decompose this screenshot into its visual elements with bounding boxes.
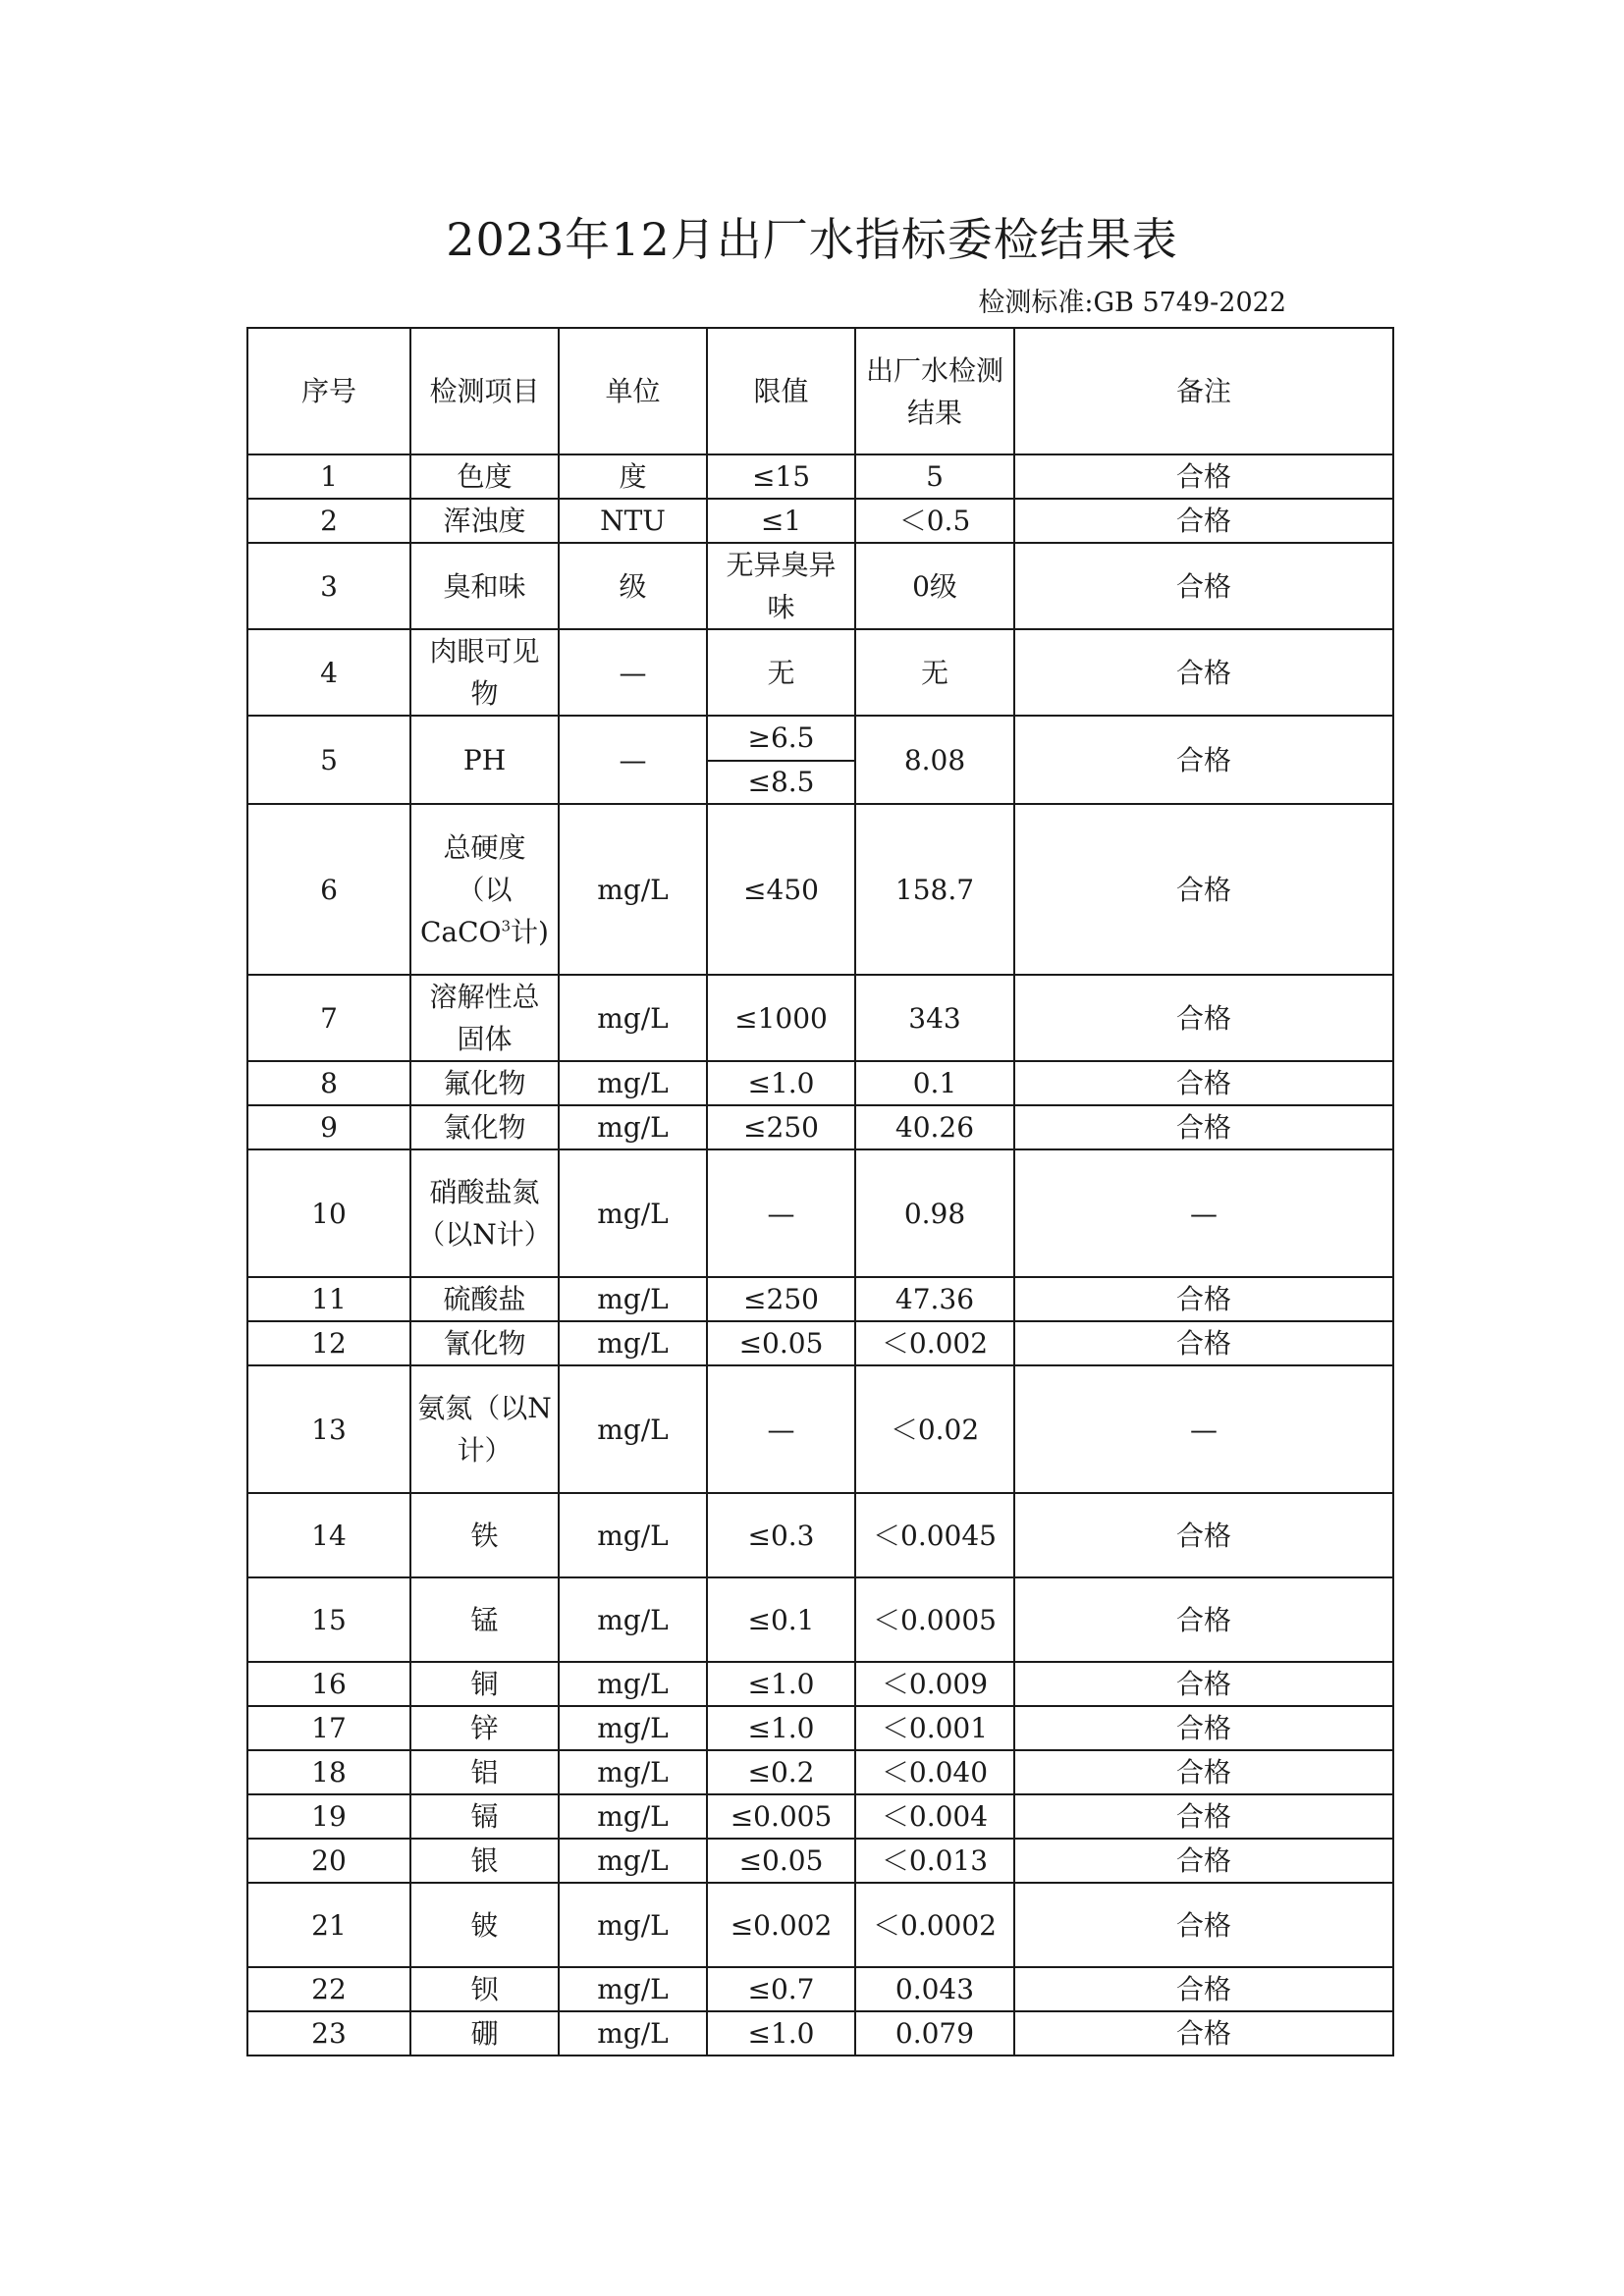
cell-remark: 合格	[1014, 1706, 1393, 1750]
cell-remark: 合格	[1014, 1883, 1393, 1967]
table-row	[247, 716, 1393, 804]
cell-seq: 17	[247, 1706, 410, 1750]
cell-unit: mg/L	[559, 1883, 707, 1967]
cell-limit: ≤0.05	[707, 1839, 855, 1883]
cell-remark: 合格	[1014, 543, 1393, 629]
cell-seq: 13	[247, 1365, 410, 1493]
cell-unit: mg/L	[559, 1061, 707, 1105]
cell-limit-range	[707, 716, 855, 804]
header-seq: 序号	[247, 328, 410, 454]
cell-result: 0.98	[855, 1149, 1014, 1277]
cell-remark: 合格	[1014, 1321, 1393, 1365]
cell-unit: mg/L	[559, 1321, 707, 1365]
cell-limit: ≤1.0	[707, 1662, 855, 1706]
cell-item: 锰	[410, 1577, 559, 1662]
table-row	[247, 1839, 1393, 1883]
cell-item: 银	[410, 1839, 559, 1883]
cell-result: 8.08	[855, 716, 1014, 804]
header-limit: 限值	[707, 328, 855, 454]
table-row	[247, 1706, 1393, 1750]
cell-item: 锌	[410, 1706, 559, 1750]
cell-result: 40.26	[855, 1105, 1014, 1149]
cell-remark: 合格	[1014, 804, 1393, 975]
cell-item: 镉	[410, 1794, 559, 1839]
cell-seq: 9	[247, 1105, 410, 1149]
table-row	[247, 1967, 1393, 2011]
table-row	[247, 1577, 1393, 1662]
cell-result: ＜0.009	[855, 1662, 1014, 1706]
cell-unit: mg/L	[559, 1662, 707, 1706]
cell-result: ＜0.040	[855, 1750, 1014, 1794]
cell-unit: 度	[559, 454, 707, 499]
cell-item: 溶解性总固体	[410, 975, 559, 1061]
cell-result: ＜0.0002	[855, 1883, 1014, 1967]
cell-item: 铜	[410, 1662, 559, 1706]
cell-item: PH	[410, 716, 559, 804]
cell-limit: ≤1.0	[707, 1706, 855, 1750]
limit-low: ≥6.5	[708, 717, 854, 762]
cell-limit: —	[707, 1149, 855, 1277]
cell-unit: —	[559, 629, 707, 716]
cell-remark: —	[1014, 1365, 1393, 1493]
cell-result: ＜0.001	[855, 1706, 1014, 1750]
table-row	[247, 1149, 1393, 1277]
cell-limit: —	[707, 1365, 855, 1493]
cell-limit: 无异臭异味	[707, 543, 855, 629]
cell-limit: ≤0.7	[707, 1967, 855, 2011]
cell-limit: ≤450	[707, 804, 855, 975]
cell-seq: 8	[247, 1061, 410, 1105]
standard-label: 检测标准:GB 5749-2022	[978, 288, 1286, 318]
cell-result: ＜0.5	[855, 499, 1014, 543]
cell-remark: 合格	[1014, 629, 1393, 716]
cell-remark: 合格	[1014, 1105, 1393, 1149]
table-row	[247, 1321, 1393, 1365]
cell-remark: 合格	[1014, 2011, 1393, 2056]
cell-remark: 合格	[1014, 1839, 1393, 1883]
table-row	[247, 804, 1393, 975]
cell-seq: 16	[247, 1662, 410, 1706]
cell-remark: 合格	[1014, 1577, 1393, 1662]
table-row	[247, 1277, 1393, 1321]
cell-item: 钡	[410, 1967, 559, 2011]
cell-remark: 合格	[1014, 716, 1393, 804]
cell-seq: 3	[247, 543, 410, 629]
cell-seq: 2	[247, 499, 410, 543]
cell-unit: NTU	[559, 499, 707, 543]
table-row	[247, 1662, 1393, 1706]
table-row	[247, 454, 1393, 499]
cell-result: 47.36	[855, 1277, 1014, 1321]
table-row	[247, 2011, 1393, 2056]
cell-result: 0级	[855, 543, 1014, 629]
cell-unit: mg/L	[559, 1967, 707, 2011]
cell-limit: ≤0.002	[707, 1883, 855, 1967]
item-text: 总硬度（以CaCO	[420, 830, 526, 948]
cell-limit: ≤0.05	[707, 1321, 855, 1365]
cell-result: ＜0.0045	[855, 1493, 1014, 1577]
cell-unit: mg/L	[559, 1750, 707, 1794]
cell-seq: 18	[247, 1750, 410, 1794]
cell-seq: 5	[247, 716, 410, 804]
cell-result: 158.7	[855, 804, 1014, 975]
cell-limit: ≤0.005	[707, 1794, 855, 1839]
cell-remark: 合格	[1014, 1662, 1393, 1706]
cell-result: 0.1	[855, 1061, 1014, 1105]
cell-limit: ≤1.0	[707, 1061, 855, 1105]
cell-limit: ≤0.3	[707, 1493, 855, 1577]
cell-item: 肉眼可见物	[410, 629, 559, 716]
cell-remark: 合格	[1014, 454, 1393, 499]
cell-unit: mg/L	[559, 1149, 707, 1277]
cell-remark: 合格	[1014, 1967, 1393, 2011]
cell-remark: 合格	[1014, 1794, 1393, 1839]
cell-seq: 4	[247, 629, 410, 716]
cell-item: 氯化物	[410, 1105, 559, 1149]
item-text-suffix: 计)	[511, 915, 549, 948]
cell-remark: 合格	[1014, 975, 1393, 1061]
cell-seq: 14	[247, 1493, 410, 1577]
table-row	[247, 543, 1393, 629]
cell-limit: 无	[707, 629, 855, 716]
cell-remark: —	[1014, 1149, 1393, 1277]
table-row	[247, 629, 1393, 716]
header-result: 出厂水检测结果	[855, 328, 1014, 454]
cell-unit: mg/L	[559, 1493, 707, 1577]
cell-unit: mg/L	[559, 1794, 707, 1839]
cell-limit: ≤1000	[707, 975, 855, 1061]
cell-seq: 23	[247, 2011, 410, 2056]
cell-seq: 10	[247, 1149, 410, 1277]
cell-seq: 12	[247, 1321, 410, 1365]
cell-limit: ≤0.2	[707, 1750, 855, 1794]
header-unit: 单位	[559, 328, 707, 454]
table-row	[247, 1750, 1393, 1794]
cell-remark: 合格	[1014, 1061, 1393, 1105]
cell-result: 0.079	[855, 2011, 1014, 2056]
cell-limit: ≤15	[707, 454, 855, 499]
table-header-row	[247, 328, 1393, 454]
cell-item: 浑浊度	[410, 499, 559, 543]
cell-item: 氨氮（以N计）	[410, 1365, 559, 1493]
table-row	[247, 1883, 1393, 1967]
cell-unit: mg/L	[559, 1277, 707, 1321]
cell-result: ＜0.02	[855, 1365, 1014, 1493]
cell-item: 硫酸盐	[410, 1277, 559, 1321]
cell-item	[410, 804, 559, 975]
cell-unit: —	[559, 716, 707, 804]
limit-high: ≤8.5	[747, 766, 815, 798]
cell-item: 铍	[410, 1883, 559, 1967]
cell-result: ＜0.002	[855, 1321, 1014, 1365]
cell-seq: 6	[247, 804, 410, 975]
cell-remark: 合格	[1014, 1493, 1393, 1577]
table-row	[247, 1493, 1393, 1577]
table-row	[247, 1794, 1393, 1839]
cell-result: 5	[855, 454, 1014, 499]
cell-unit: mg/L	[559, 804, 707, 975]
cell-item: 氰化物	[410, 1321, 559, 1365]
cell-limit: ≤250	[707, 1277, 855, 1321]
cell-item: 硼	[410, 2011, 559, 2056]
results-table	[246, 327, 1394, 2056]
cell-remark: 合格	[1014, 1277, 1393, 1321]
header-item: 检测项目	[410, 328, 559, 454]
cell-limit: ≤1.0	[707, 2011, 855, 2056]
cell-seq: 21	[247, 1883, 410, 1967]
page-title: 2023年12月出厂水指标委检结果表	[446, 213, 1178, 266]
cell-item: 硝酸盐氮（以N计）	[410, 1149, 559, 1277]
table-row	[247, 1105, 1393, 1149]
item-subscript: 3	[501, 917, 512, 935]
table-row	[247, 975, 1393, 1061]
cell-item: 铝	[410, 1750, 559, 1794]
cell-unit: 级	[559, 543, 707, 629]
cell-result: ＜0.004	[855, 1794, 1014, 1839]
cell-unit: mg/L	[559, 1105, 707, 1149]
cell-seq: 22	[247, 1967, 410, 2011]
cell-item: 臭和味	[410, 543, 559, 629]
table-row	[247, 1365, 1393, 1493]
cell-unit: mg/L	[559, 1365, 707, 1493]
cell-item: 铁	[410, 1493, 559, 1577]
cell-remark: 合格	[1014, 499, 1393, 543]
cell-seq: 19	[247, 1794, 410, 1839]
cell-seq: 11	[247, 1277, 410, 1321]
cell-item: 氟化物	[410, 1061, 559, 1105]
cell-seq: 20	[247, 1839, 410, 1883]
header-remark: 备注	[1014, 328, 1393, 454]
table-row	[247, 499, 1393, 543]
table-row	[247, 1061, 1393, 1105]
cell-limit: ≤250	[707, 1105, 855, 1149]
cell-result: 0.043	[855, 1967, 1014, 2011]
cell-limit: ≤0.1	[707, 1577, 855, 1662]
cell-result: ＜0.013	[855, 1839, 1014, 1883]
cell-unit: mg/L	[559, 1839, 707, 1883]
cell-unit: mg/L	[559, 2011, 707, 2056]
cell-result: 343	[855, 975, 1014, 1061]
cell-seq: 7	[247, 975, 410, 1061]
cell-result: 无	[855, 629, 1014, 716]
cell-seq: 15	[247, 1577, 410, 1662]
cell-limit: ≤1	[707, 499, 855, 543]
cell-seq: 1	[247, 454, 410, 499]
cell-unit: mg/L	[559, 1706, 707, 1750]
cell-unit: mg/L	[559, 975, 707, 1061]
cell-remark: 合格	[1014, 1750, 1393, 1794]
cell-item: 色度	[410, 454, 559, 499]
cell-result: ＜0.0005	[855, 1577, 1014, 1662]
cell-unit: mg/L	[559, 1577, 707, 1662]
